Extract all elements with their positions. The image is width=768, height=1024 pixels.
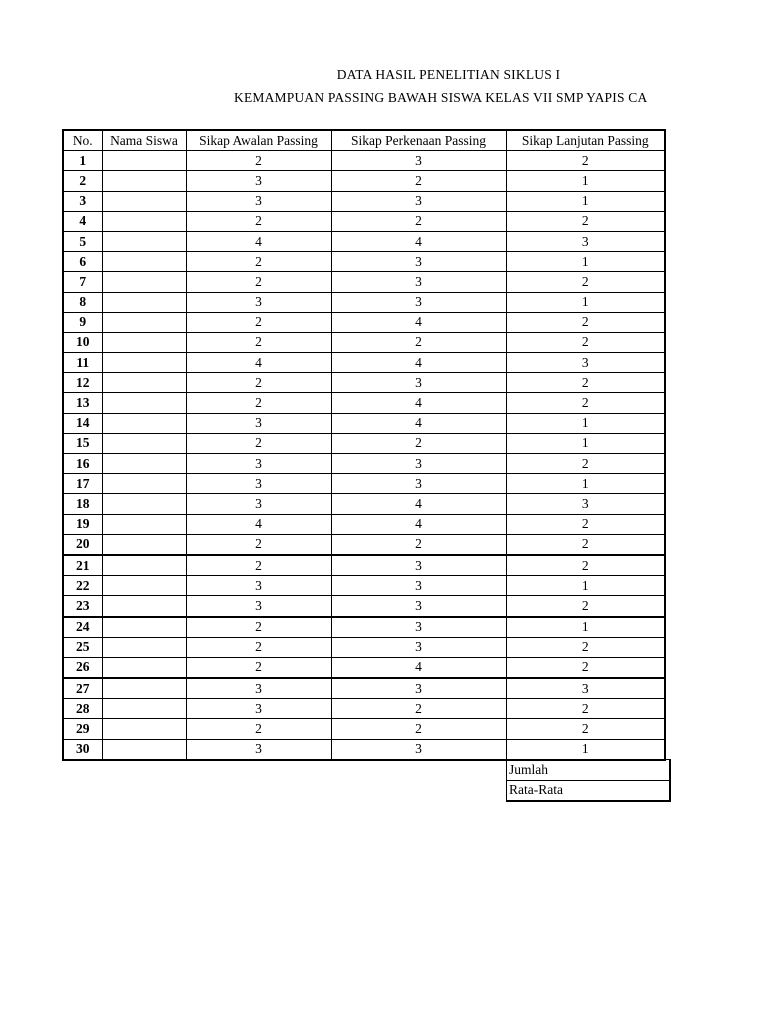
table-row (63, 494, 665, 514)
cell-sikap-lanjutan: 1 (506, 191, 665, 211)
cell-nama-siswa (102, 231, 186, 251)
cell-nama-siswa (102, 739, 186, 760)
cell-sikap-awalan: 2 (186, 151, 331, 171)
cell-sikap-lanjutan: 3 (506, 231, 665, 251)
table-row (63, 231, 665, 251)
cell-nama-siswa (102, 699, 186, 719)
cell-sikap-perkenaan: 2 (331, 534, 506, 555)
cell-sikap-awalan: 2 (186, 719, 331, 739)
cell-no: 12 (63, 373, 102, 393)
document-title: DATA HASIL PENELITIAN SIKLUS I (336, 67, 561, 82)
cell-sikap-lanjutan: 1 (506, 171, 665, 191)
table-row (63, 353, 665, 373)
cell-nama-siswa (102, 617, 186, 638)
cell-nama-siswa (102, 211, 186, 231)
table-row (63, 576, 665, 596)
cell-nama-siswa (102, 534, 186, 555)
cell-sikap-perkenaan: 4 (331, 657, 506, 678)
cell-nama-siswa (102, 272, 186, 292)
cell-sikap-perkenaan: 2 (331, 699, 506, 719)
header-sikap-perkenaan: Sikap Perkenaan Passing (331, 130, 506, 151)
cell-sikap-awalan: 2 (186, 617, 331, 638)
cell-sikap-perkenaan: 3 (331, 151, 506, 171)
cell-sikap-awalan: 3 (186, 576, 331, 596)
table-row (63, 617, 665, 638)
jumlah-label: Jumlah (507, 760, 671, 781)
cell-no: 7 (63, 272, 102, 292)
cell-sikap-awalan: 3 (186, 739, 331, 760)
cell-sikap-perkenaan: 4 (331, 393, 506, 413)
cell-nama-siswa (102, 576, 186, 596)
cell-nama-siswa (102, 413, 186, 433)
cell-sikap-lanjutan: 1 (506, 252, 665, 272)
cell-no: 18 (63, 494, 102, 514)
cell-sikap-awalan: 2 (186, 433, 331, 453)
cell-no: 10 (63, 332, 102, 352)
cell-no: 29 (63, 719, 102, 739)
cell-sikap-lanjutan: 1 (506, 617, 665, 638)
cell-nama-siswa (102, 292, 186, 312)
cell-sikap-awalan: 2 (186, 393, 331, 413)
cell-sikap-lanjutan: 2 (506, 719, 665, 739)
cell-sikap-perkenaan: 3 (331, 576, 506, 596)
cell-sikap-lanjutan: 2 (506, 373, 665, 393)
cell-nama-siswa (102, 514, 186, 534)
cell-sikap-perkenaan: 3 (331, 637, 506, 657)
table-row (63, 739, 665, 760)
cell-sikap-perkenaan: 3 (331, 596, 506, 617)
rata-rata-label: Rata-Rata (507, 780, 671, 801)
document-subtitle: KEMAMPUAN PASSING BAWAH SISWA KELAS VII SMP YAPIS CA (234, 90, 648, 105)
cell-sikap-awalan: 2 (186, 332, 331, 352)
cell-sikap-perkenaan: 3 (331, 373, 506, 393)
cell-sikap-perkenaan: 2 (331, 719, 506, 739)
cell-sikap-awalan: 2 (186, 272, 331, 292)
table-row (63, 514, 665, 534)
summary-row-rata (507, 780, 671, 801)
cell-sikap-perkenaan: 3 (331, 739, 506, 760)
cell-no: 28 (63, 699, 102, 719)
cell-sikap-perkenaan: 4 (331, 413, 506, 433)
table-row (63, 332, 665, 352)
cell-no: 1 (63, 151, 102, 171)
cell-nama-siswa (102, 373, 186, 393)
cell-sikap-perkenaan: 3 (331, 252, 506, 272)
table-row (63, 678, 665, 699)
cell-sikap-awalan: 2 (186, 312, 331, 332)
cell-sikap-perkenaan: 3 (331, 474, 506, 494)
cell-sikap-perkenaan: 4 (331, 494, 506, 514)
cell-sikap-awalan: 3 (186, 678, 331, 699)
table-row (63, 474, 665, 494)
cell-sikap-perkenaan: 3 (331, 292, 506, 312)
cell-sikap-perkenaan: 3 (331, 272, 506, 292)
table-row (63, 393, 665, 413)
cell-sikap-lanjutan: 2 (506, 534, 665, 555)
cell-sikap-lanjutan: 2 (506, 211, 665, 231)
cell-no: 2 (63, 171, 102, 191)
cell-sikap-lanjutan: 2 (506, 555, 665, 576)
cell-no: 6 (63, 252, 102, 272)
cell-sikap-awalan: 3 (186, 191, 331, 211)
table-row (63, 534, 665, 555)
cell-sikap-awalan: 2 (186, 555, 331, 576)
table-row (63, 596, 665, 617)
cell-no: 14 (63, 413, 102, 433)
table-row (63, 454, 665, 474)
cell-nama-siswa (102, 678, 186, 699)
cell-sikap-lanjutan: 1 (506, 576, 665, 596)
cell-sikap-awalan: 4 (186, 231, 331, 251)
cell-nama-siswa (102, 433, 186, 453)
cell-nama-siswa (102, 151, 186, 171)
table-row (63, 719, 665, 739)
cell-sikap-perkenaan: 4 (331, 312, 506, 332)
cell-nama-siswa (102, 393, 186, 413)
cell-nama-siswa (102, 353, 186, 373)
cell-no: 25 (63, 637, 102, 657)
cell-no: 16 (63, 454, 102, 474)
table-row (63, 657, 665, 678)
cell-no: 21 (63, 555, 102, 576)
cell-sikap-lanjutan: 2 (506, 514, 665, 534)
cell-nama-siswa (102, 332, 186, 352)
summary-table (506, 759, 671, 802)
cell-sikap-lanjutan: 3 (506, 678, 665, 699)
cell-no: 5 (63, 231, 102, 251)
cell-nama-siswa (102, 252, 186, 272)
cell-sikap-perkenaan: 2 (331, 332, 506, 352)
cell-sikap-awalan: 3 (186, 494, 331, 514)
cell-sikap-lanjutan: 3 (506, 353, 665, 373)
cell-sikap-lanjutan: 2 (506, 596, 665, 617)
cell-nama-siswa (102, 171, 186, 191)
table-row (63, 252, 665, 272)
cell-no: 27 (63, 678, 102, 699)
cell-sikap-lanjutan: 2 (506, 312, 665, 332)
cell-no: 19 (63, 514, 102, 534)
cell-nama-siswa (102, 657, 186, 678)
cell-sikap-lanjutan: 1 (506, 474, 665, 494)
table-row (63, 171, 665, 191)
cell-sikap-awalan: 2 (186, 657, 331, 678)
header-no: No. (63, 130, 102, 151)
cell-sikap-perkenaan: 2 (331, 171, 506, 191)
table-row (63, 555, 665, 576)
cell-sikap-perkenaan: 4 (331, 353, 506, 373)
cell-nama-siswa (102, 494, 186, 514)
cell-sikap-lanjutan: 2 (506, 699, 665, 719)
cell-sikap-perkenaan: 4 (331, 231, 506, 251)
cell-no: 9 (63, 312, 102, 332)
cell-sikap-perkenaan: 4 (331, 514, 506, 534)
cell-no: 26 (63, 657, 102, 678)
cell-no: 15 (63, 433, 102, 453)
cell-no: 22 (63, 576, 102, 596)
cell-sikap-awalan: 4 (186, 353, 331, 373)
table-row (63, 272, 665, 292)
cell-sikap-awalan: 3 (186, 413, 331, 433)
cell-sikap-lanjutan: 2 (506, 332, 665, 352)
cell-sikap-lanjutan: 2 (506, 657, 665, 678)
table-row (63, 373, 665, 393)
cell-no: 8 (63, 292, 102, 312)
table-row (63, 433, 665, 453)
cell-sikap-lanjutan: 2 (506, 454, 665, 474)
cell-sikap-lanjutan: 3 (506, 494, 665, 514)
cell-no: 17 (63, 474, 102, 494)
table-row (63, 699, 665, 719)
cell-no: 23 (63, 596, 102, 617)
summary-row-jumlah (507, 760, 671, 781)
cell-sikap-awalan: 3 (186, 171, 331, 191)
cell-nama-siswa (102, 555, 186, 576)
header-sikap-awalan: Sikap Awalan Passing (186, 130, 331, 151)
cell-sikap-lanjutan: 2 (506, 151, 665, 171)
cell-no: 3 (63, 191, 102, 211)
cell-nama-siswa (102, 596, 186, 617)
cell-nama-siswa (102, 637, 186, 657)
cell-sikap-awalan: 2 (186, 252, 331, 272)
cell-sikap-perkenaan: 2 (331, 211, 506, 231)
cell-sikap-lanjutan: 2 (506, 393, 665, 413)
cell-sikap-awalan: 2 (186, 637, 331, 657)
cell-no: 24 (63, 617, 102, 638)
table-row (63, 292, 665, 312)
cell-sikap-lanjutan: 2 (506, 272, 665, 292)
table-row (63, 211, 665, 231)
cell-sikap-awalan: 3 (186, 596, 331, 617)
cell-nama-siswa (102, 719, 186, 739)
cell-no: 4 (63, 211, 102, 231)
cell-sikap-awalan: 4 (186, 514, 331, 534)
header-nama-siswa: Nama Siswa (102, 130, 186, 151)
cell-nama-siswa (102, 191, 186, 211)
cell-no: 30 (63, 739, 102, 760)
header-sikap-lanjutan: Sikap Lanjutan Passing (506, 130, 665, 151)
cell-sikap-awalan: 3 (186, 699, 331, 719)
cell-sikap-lanjutan: 1 (506, 413, 665, 433)
table-row (63, 413, 665, 433)
cell-no: 20 (63, 534, 102, 555)
cell-sikap-awalan: 2 (186, 534, 331, 555)
cell-sikap-awalan: 2 (186, 373, 331, 393)
table-row (63, 191, 665, 211)
cell-nama-siswa (102, 454, 186, 474)
document-subtitle-wrapper (0, 89, 669, 107)
cell-sikap-awalan: 2 (186, 211, 331, 231)
cell-sikap-perkenaan: 3 (331, 617, 506, 638)
cell-sikap-lanjutan: 1 (506, 292, 665, 312)
header-row (63, 130, 665, 151)
cell-sikap-lanjutan: 1 (506, 433, 665, 453)
cell-sikap-lanjutan: 2 (506, 637, 665, 657)
cell-sikap-perkenaan: 3 (331, 678, 506, 699)
cell-sikap-perkenaan: 3 (331, 454, 506, 474)
cell-sikap-awalan: 3 (186, 474, 331, 494)
cell-sikap-awalan: 3 (186, 292, 331, 312)
table-row (63, 312, 665, 332)
cell-sikap-lanjutan: 1 (506, 739, 665, 760)
cell-sikap-awalan: 3 (186, 454, 331, 474)
cell-sikap-perkenaan: 3 (331, 555, 506, 576)
cell-sikap-perkenaan: 2 (331, 433, 506, 453)
data-table (62, 129, 666, 761)
table-row (63, 637, 665, 657)
cell-no: 11 (63, 353, 102, 373)
cell-nama-siswa (102, 312, 186, 332)
cell-no: 13 (63, 393, 102, 413)
cell-nama-siswa (102, 474, 186, 494)
table-row (63, 151, 665, 171)
cell-sikap-perkenaan: 3 (331, 191, 506, 211)
